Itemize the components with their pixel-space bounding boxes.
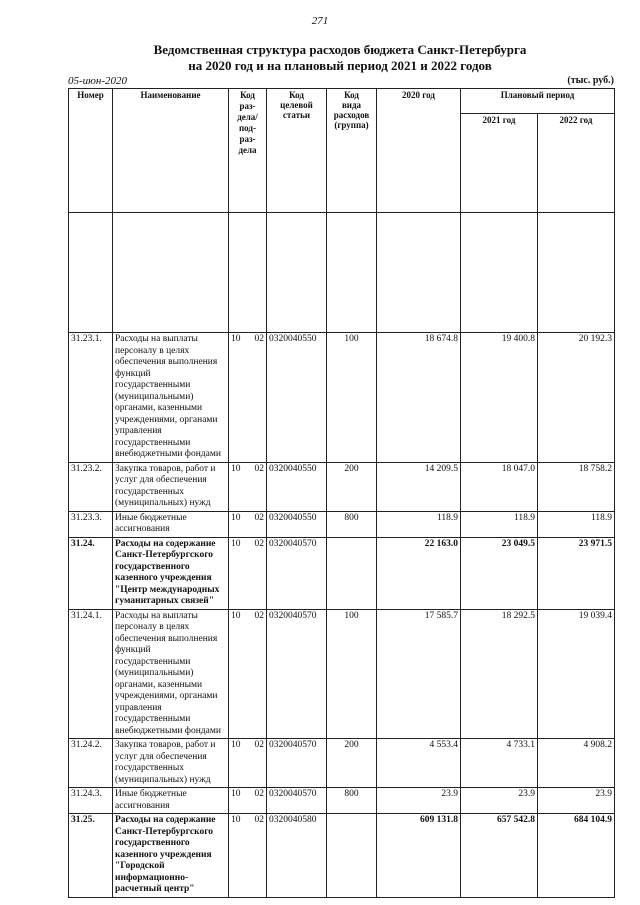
row-amount-2022: 18 758.2 <box>538 462 615 511</box>
row-subsection: 02 <box>254 334 264 344</box>
title-line-2: на 2020 год и на плановый период 2021 и 2022 годов <box>188 58 492 73</box>
row-target-code: 0320040580 <box>267 814 327 898</box>
row-amount-2020: 17 585.7 <box>377 609 461 739</box>
row-section: 10 <box>231 334 241 344</box>
header-year-2020: 2020 год <box>377 89 461 213</box>
row-subsection: 02 <box>254 815 264 825</box>
row-amount-2021: 18 292.5 <box>461 609 538 739</box>
row-expense-type <box>327 814 377 898</box>
header-section-code <box>229 89 267 213</box>
row-number: 31.25. <box>69 814 113 898</box>
document-date: 05-июн-2020 <box>68 75 128 87</box>
row-amount-2022: 4 908.2 <box>538 739 615 788</box>
row-expense-type: 200 <box>327 462 377 511</box>
table-row <box>69 609 615 739</box>
row-subsection: 02 <box>254 538 264 549</box>
table-row <box>69 739 615 788</box>
header-target-code-text: Код целевой статьи <box>280 90 313 120</box>
row-expense-type: 200 <box>327 739 377 788</box>
row-amount-2020: 118.9 <box>377 511 461 537</box>
row-name: Расходы на выплаты персоналу в целях обеспечения выполнения функций государственными (муниципальными) органами, казенными учреждениями, органами управления государственными внебюджетными фондами <box>113 609 229 739</box>
row-expense-type: 100 <box>327 609 377 739</box>
row-section: 10 <box>231 815 241 825</box>
table-body <box>69 213 615 898</box>
table-row <box>69 511 615 537</box>
spacer-cell <box>69 213 113 333</box>
row-section: 10 <box>231 740 241 750</box>
spacer-cell <box>229 213 267 333</box>
row-section-code <box>229 511 267 537</box>
row-section-code <box>229 788 267 814</box>
row-amount-2021: 19 400.8 <box>461 333 538 463</box>
row-subsection: 02 <box>254 512 264 523</box>
header-target-code <box>267 89 327 213</box>
row-target-code: 0320040550 <box>267 511 327 537</box>
row-name: Иные бюджетные ассигнования <box>113 511 229 537</box>
row-amount-2021: 18 047.0 <box>461 462 538 511</box>
header-name: Наименование <box>113 89 229 213</box>
row-amount-2020: 14 209.5 <box>377 462 461 511</box>
row-amount-2020: 4 553.4 <box>377 739 461 788</box>
header-planned-period: Плановый период <box>461 89 615 114</box>
row-section-code <box>229 333 267 463</box>
budget-table <box>68 88 615 898</box>
row-name: Расходы на выплаты персоналу в целях обеспечения выполнения функций государственными (муниципальными) органами, казенными учреждениями, органами управления государственными внебюджетными фондами <box>113 333 229 463</box>
row-section: 10 <box>231 463 241 474</box>
row-amount-2021: 657 542.8 <box>461 814 538 898</box>
row-expense-type: 800 <box>327 788 377 814</box>
table-row <box>69 788 615 814</box>
table-row <box>69 333 615 463</box>
row-name: Закупка товаров, работ и услуг для обеспечения государственных (муниципальных) нужд <box>113 462 229 511</box>
row-target-code: 0320040550 <box>267 333 327 463</box>
title-line-1: Ведомственная структура расходов бюджета Санкт-Петербурга <box>153 42 527 57</box>
row-amount-2020: 18 674.8 <box>377 333 461 463</box>
row-subsection: 02 <box>254 463 264 474</box>
row-subsection: 02 <box>254 610 264 621</box>
row-expense-type: 100 <box>327 333 377 463</box>
spacer-cell <box>327 213 377 333</box>
row-amount-2020: 23.9 <box>377 788 461 814</box>
row-section-code <box>229 814 267 898</box>
row-amount-2020: 609 131.8 <box>377 814 461 898</box>
row-section: 10 <box>231 538 241 549</box>
spacer-cell <box>267 213 327 333</box>
row-name: Расходы на содержание Санкт-Петербургского государственного казенного учреждения "Центр международных гуманитарных связей" <box>113 537 229 609</box>
row-section-code <box>229 462 267 511</box>
spacer-cell <box>461 213 538 333</box>
row-amount-2022: 19 039.4 <box>538 609 615 739</box>
row-section: 10 <box>231 512 241 523</box>
row-amount-2021: 4 733.1 <box>461 739 538 788</box>
row-amount-2022: 118.9 <box>538 511 615 537</box>
row-amount-2022: 23 971.5 <box>538 537 615 609</box>
page-number: 271 <box>311 15 329 27</box>
row-amount-2021: 23 049.5 <box>461 537 538 609</box>
row-amount-2022: 684 104.9 <box>538 814 615 898</box>
row-section: 10 <box>231 610 241 621</box>
header-expense-type-code <box>327 89 377 213</box>
header-year-2022: 2022 год <box>538 114 615 213</box>
row-name: Расходы на содержание Санкт-Петербургского государственного казенного учреждения "Городской информационно-расчетный центр" <box>113 814 229 898</box>
row-target-code: 0320040570 <box>267 788 327 814</box>
row-subsection: 02 <box>254 740 264 750</box>
row-section-code <box>229 609 267 739</box>
header-expense-type-code-text: Код вида расходов (группа) <box>333 90 370 130</box>
table-row <box>69 814 615 898</box>
row-section-code <box>229 537 267 609</box>
row-number: 31.24.1. <box>69 609 113 739</box>
units-label: (тыс. руб.) <box>567 75 614 86</box>
row-expense-type: 800 <box>327 511 377 537</box>
row-number: 31.24.3. <box>69 788 113 814</box>
row-expense-type <box>327 537 377 609</box>
row-number: 31.24.2. <box>69 739 113 788</box>
row-number: 31.23.1. <box>69 333 113 463</box>
row-section: 10 <box>231 789 241 799</box>
header-year-2021: 2021 год <box>461 114 538 213</box>
row-amount-2021: 23.9 <box>461 788 538 814</box>
header-number: Номер <box>69 89 113 213</box>
row-amount-2020: 22 163.0 <box>377 537 461 609</box>
row-target-code: 0320040570 <box>267 609 327 739</box>
row-target-code: 0320040570 <box>267 739 327 788</box>
row-name: Иные бюджетные ассигнования <box>113 788 229 814</box>
row-name: Закупка товаров, работ и услуг для обеспечения государственных (муниципальных) нужд <box>113 739 229 788</box>
table-row-spacer <box>69 213 615 333</box>
row-number: 31.23.2. <box>69 462 113 511</box>
row-amount-2022: 23.9 <box>538 788 615 814</box>
row-target-code: 0320040550 <box>267 462 327 511</box>
row-subsection: 02 <box>254 789 264 799</box>
header-section-code-text: Код раз- дела/ под- раз- дела <box>237 90 258 155</box>
spacer-cell <box>538 213 615 333</box>
spacer-cell <box>377 213 461 333</box>
table-row <box>69 537 615 609</box>
document-title <box>70 42 610 74</box>
row-amount-2021: 118.9 <box>461 511 538 537</box>
row-number: 31.24. <box>69 537 113 609</box>
table-row <box>69 462 615 511</box>
row-amount-2022: 20 192.3 <box>538 333 615 463</box>
row-target-code: 0320040570 <box>267 537 327 609</box>
spacer-cell <box>113 213 229 333</box>
row-section-code <box>229 739 267 788</box>
row-number: 31.23.3. <box>69 511 113 537</box>
